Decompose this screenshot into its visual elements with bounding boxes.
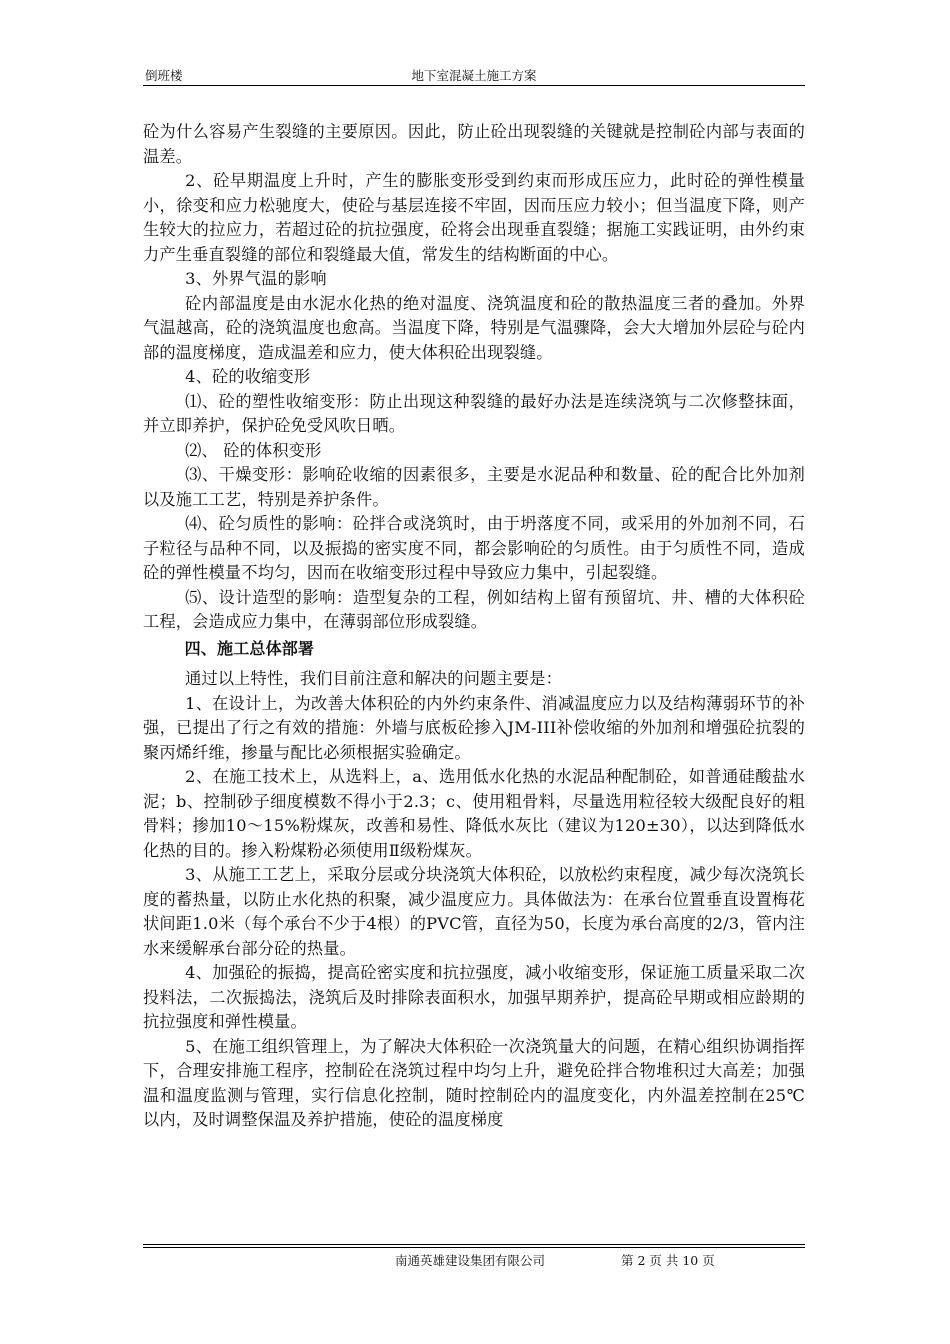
paragraph: ⑵、 砼的体积变形 [185, 440, 322, 460]
paragraph: ⑴、砼的塑性收缩变形：防止出现这种裂缝的最好办法是连续浇筑与二次修整抹面，并立即养护，保护砼免受风吹日晒。 [143, 391, 805, 435]
paragraph: ⑸、设计造型的影响：造型复杂的工程，例如结构上留有预留坑、井、槽的大体积砼工程，会造成应力集中，在薄弱部位形成裂缝。 [143, 587, 805, 631]
document-body [143, 120, 805, 1133]
paragraph: 3、外界气温的影响 [185, 269, 327, 288]
paragraph: 3、从施工工艺上，采取分层或分块浇筑大体积砼，以放松约束程度，减少每次浇筑长度的蓄热量，以防止水化热的积聚，减少温度应力。具体做法为：在承台位置垂直设置梅花状间距1.0米（每个承台不少于4根）的PVC管，直径为50，长度为承台高度的2/3，管内注水来缓解承台部分砼的热量。 [143, 865, 805, 958]
header-rule [143, 85, 805, 86]
section-heading: 四、施工总体部署 [184, 638, 315, 658]
paragraph: 1、在设计上，为改善大体积砼的内外约束条件、消减温度应力以及结构薄弱环节的补强，已提出了行之有效的措施：外墙与底板砼掺入JM-III补偿收缩的外加剂和增强砼抗裂的聚丙烯纤维，掺量与配比必须根据实验确定。 [143, 693, 805, 762]
paragraph: 2、砼早期温度上升时，产生的膨胀变形受到约束而形成压应力，此时砼的弹性模量小，徐变和应力松驰度大，使砼与基层连接不牢固，因而压应力较小；但当温度下降，则产生较大的拉应力，若超过砼的抗拉强度，砼将会出现垂直裂缝；据施工实践证明，由外约束力产生垂直裂缝的部位和裂缝最大值，常发生的结构断面的中心。 [143, 171, 805, 264]
page-number: 第 2 页 共 10 页 [621, 1253, 715, 1268]
footer-company: 南通英雄建设集团有限公司 [395, 1253, 546, 1268]
paragraph: 砼内部温度是由水泥水化热的绝对温度、浇筑温度和砼的散热温度三者的叠加。外界气温越高，砼的浇筑温度也愈高。当温度下降，特别是气温骤降，会大大增加外层砼与砼内部的温度梯度，造成温差和应力，使大体积砼出现裂缝。 [143, 293, 805, 362]
footer-rule [143, 1244, 805, 1245]
paragraph: 5、在施工组织管理上，为了解决大体积砼一次浇筑量大的问题，在精心组织协调指挥下，合理安排施工程序，控制砼在浇筑过程中均匀上升，避免砼拌合物堆积过大高差；加强温和温度监测与管理，实行信息化控制，随时控制砼内的温度变化，内外温差控制在25℃以内，及时调整保温及养护措施，使砼的温度梯度 [143, 1036, 805, 1129]
header-left-label: 倒班楼 [145, 68, 183, 83]
page-header [143, 66, 805, 86]
paragraph: 通过以上特性，我们目前注意和解决的问题主要是： [185, 669, 563, 688]
paragraph: 砼为什么容易产生裂缝的主要原因。因此，防止砼出现裂缝的关键就是控制砼内部与表面的温差。 [143, 122, 805, 166]
paragraph: 2、在施工技术上，从选料上，a、选用低水化热的水泥品种配制砼，如普通硅酸盐水泥；b、控制砂子细度模数不得小于2.3；c、使用粗骨料，尽量选用粒径较大级配良好的粗骨料；掺加10～15%粉煤灰，改善和易性、降低水灰比（建议为120±30），以达到降低水化热的目的。掺入粉煤粉必须使用Ⅱ级粉煤灰。 [143, 767, 805, 860]
paragraph: 4、加强砼的振捣，提高砼密实度和抗拉强度，减小收缩变形，保证施工质量采取二次投料法，二次振捣法，浇筑后及时排除表面积水，加强早期养护，提高砼早期或相应龄期的抗拉强度和弹性模量。 [143, 963, 805, 1031]
header-title: 地下室混凝土施工方案 [411, 68, 537, 83]
paragraph: 4、砼的收缩变形 [185, 367, 311, 386]
paragraph: ⑷、砼匀质性的影响：砼拌合或浇筑时，由于坍落度不同，或采用的外加剂不同，石子粒径与品种不同，以及振捣的密实度不同，都会影响砼的匀质性。由于匀质性不同，造成砼的弹性模量不均匀，因而在收缩变形过程中导致应力集中，引起裂缝。 [143, 514, 805, 582]
page-footer [143, 1251, 805, 1271]
footer-rule [143, 1247, 805, 1248]
paragraph: ⑶、干燥变形：影响砼收缩的因素很多，主要是水泥品种和数量、砼的配合比外加剂以及施工工艺，特别是养护条件。 [143, 465, 805, 509]
